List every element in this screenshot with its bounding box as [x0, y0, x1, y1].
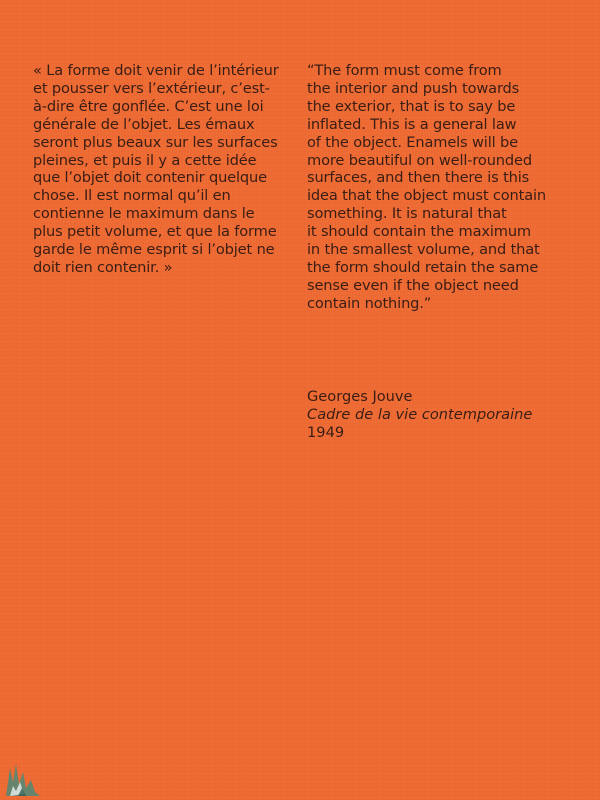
french-quote-line: que l’objet doit contenir quelque: [33, 169, 267, 187]
english-quote-line: the exterior, that is to say be: [307, 97, 516, 115]
english-quote-line: it should contain the maximum: [307, 223, 531, 241]
french-quote-line: pleines, et puis il y a cette idée: [33, 151, 257, 169]
work-title: Cadre de la vie contemporaine: [307, 405, 533, 423]
english-quote-line: something. It is natural that: [307, 205, 507, 223]
french-quote-line: « La forme doit venir de l’intérieur: [33, 62, 279, 79]
english-quote-line: surfaces, and then there is this: [307, 169, 530, 187]
french-quote-line: doit rien contenir. »: [33, 258, 173, 276]
english-quote-line: idea that the object must contain: [307, 187, 547, 205]
english-quote-line: the form should retain the same: [307, 258, 539, 276]
french-quote-line: garde le même esprit si l’objet ne: [33, 241, 275, 259]
author-name: Georges Jouve: [307, 388, 413, 405]
english-quote-line: the interior and push towards: [307, 79, 520, 97]
english-quote-line: more beautiful on well-rounded: [307, 151, 532, 169]
english-quote-line: inflated. This is a general law: [307, 115, 517, 133]
english-quote-line: of the object. Enamels will be: [307, 133, 518, 151]
english-quote-line: “The form must come from: [307, 62, 502, 79]
french-quote-line: chose. Il est normal qu’il en: [33, 187, 231, 205]
corner-decoration-icon: [4, 758, 40, 796]
quote-attribution: [307, 388, 532, 442]
french-quote-line: seront plus beaux sur les surfaces: [33, 133, 278, 151]
french-quote-line: générale de l’objet. Les émaux: [33, 115, 255, 133]
french-quote-line: à-dire être gonflée. C’est une loi: [33, 97, 264, 115]
french-quote-line: contienne le maximum dans le: [33, 205, 255, 223]
french-quote: [33, 62, 301, 277]
french-quote-line: et pousser vers l’extérieur, c’est-: [33, 79, 270, 97]
publication-year: 1949: [307, 423, 345, 441]
french-quote-line: plus petit volume, et que la forme: [33, 223, 277, 241]
english-quote: [307, 62, 569, 313]
english-quote-line: contain nothing.”: [307, 294, 432, 312]
english-quote-line: in the smallest volume, and that: [307, 241, 540, 259]
english-quote-line: sense even if the object need: [307, 276, 519, 294]
